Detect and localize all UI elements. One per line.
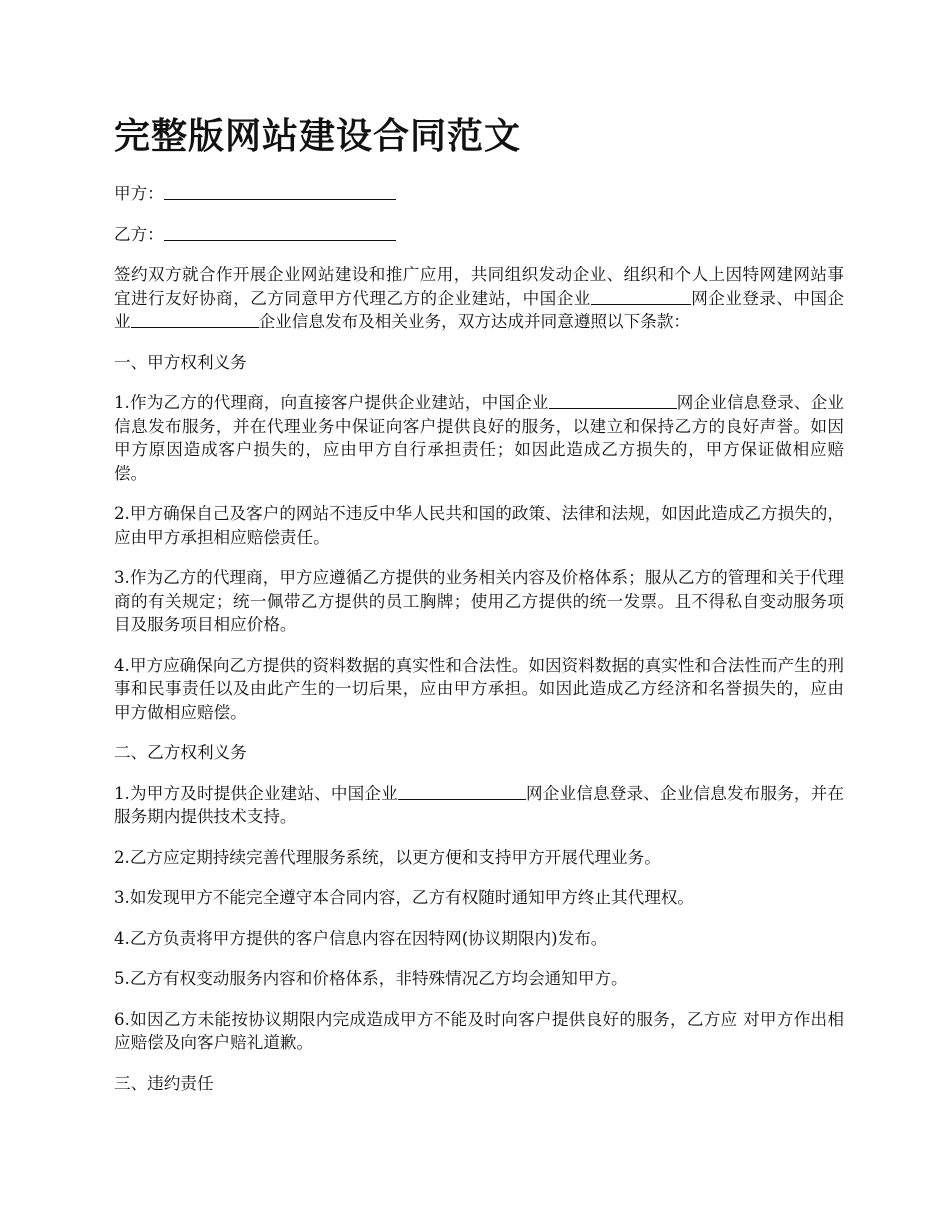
party-b-line bbox=[114, 223, 844, 247]
party-a-blank bbox=[164, 183, 396, 200]
s2-item-3: 3.如发现甲方不能完全遵守本合同内容，乙方有权随时通知甲方终止其代理权。 bbox=[114, 888, 695, 907]
s1-item-1 bbox=[114, 391, 844, 485]
section-heading-3: 三、违约责任 bbox=[114, 1073, 214, 1093]
s1-item-3: 3.作为乙方的代理商，甲方应遵循乙方提供的业务相关内容及价格体系；服从乙方的管理和关于代理商的有关规定；统一佩带乙方提供的员工胸牌；使用乙方提供的统一发票。且不得私自变动服务项目及服务项目相应价格。 bbox=[114, 568, 844, 634]
intro-text-1: 签约双方就合作开展企业网站建设和推广应用，共同组织发动企业、组织和个人上因特网建网站事宜进行友好协商，乙方同意甲方代理乙方的企业建站，中国企业 bbox=[114, 265, 844, 308]
s1-item-1-text-a: 1.作为乙方的代理商，向直接客户提供企业建站，中国企业 bbox=[114, 393, 549, 412]
intro-blank-1 bbox=[591, 288, 691, 305]
s2-item-1-text-b: 网企业信息登录、企业信息发布服务，并在服务期内提供技术支持。 bbox=[114, 783, 844, 826]
party-b-blank bbox=[164, 224, 396, 241]
intro-blank-2 bbox=[131, 311, 259, 328]
s1-item-1-blank bbox=[549, 392, 677, 409]
party-a-line bbox=[114, 182, 844, 206]
section-heading-2: 二、乙方权利义务 bbox=[114, 743, 247, 762]
party-a-label: 甲方： bbox=[114, 184, 164, 203]
s1-item-2: 2.甲方确保自己及客户的网站不违反中华人民共和国的政策、法律和法规，如因此造成乙方损失的，应由甲方承担相应赔偿责任。 bbox=[114, 504, 844, 547]
party-b-label: 乙方： bbox=[114, 224, 164, 244]
s2-item-4: 4.乙方负责将甲方提供的客户信息内容在因特网(协议期限内)发布。 bbox=[114, 928, 608, 948]
s2-item-2: 2.乙方应定期持续完善代理服务系统，以更方便和支持甲方开展代理业务。 bbox=[114, 847, 661, 867]
s2-item-5: 5.乙方有权变动服务内容和价格体系，非特殊情况乙方均会通知甲方。 bbox=[114, 969, 628, 988]
s2-item-6: 6.如因乙方未能按协议期限内完成造成甲方不能及时向客户提供良好的服务，乙方应 对甲方作出相应赔偿及向客户赔礼道歉。 bbox=[114, 1009, 844, 1052]
section-heading-1: 一、甲方权利义务 bbox=[114, 352, 247, 372]
intro-paragraph bbox=[114, 263, 844, 334]
s1-item-1-text-b: 网企业信息登录、企业信息发布服务，并在代理业务中保证向客户提供良好的服务，以建立和保持乙方的良好声誉。如因甲方原因造成客户损失的，应由甲方自行承担责任；如因此造成乙方损失的，甲方保证做相应赔偿。 bbox=[114, 393, 844, 483]
s2-item-1 bbox=[114, 782, 844, 829]
intro-text-3: 企业信息发布及相关业务，双方达成并同意遵照以下条款： bbox=[258, 312, 691, 331]
contract-page bbox=[114, 108, 844, 1112]
s2-item-1-text-a: 1.为甲方及时提供企业建站、中国企业 bbox=[114, 783, 398, 803]
document-title: 完整版网站建设合同范文 bbox=[114, 115, 522, 157]
s1-item-4: 4.甲方应确保向乙方提供的资料数据的真实性和合法性。如因资料数据的真实性和合法性而产生的刑事和民事责任以及由此产生的一切后果，应由甲方承担。如因此造成乙方经济和名誉损失的，应由甲方做相应赔偿。 bbox=[114, 655, 844, 722]
s2-item-1-blank bbox=[398, 783, 526, 800]
intro-text-2: 网企业登录、中国企业 bbox=[114, 288, 845, 331]
